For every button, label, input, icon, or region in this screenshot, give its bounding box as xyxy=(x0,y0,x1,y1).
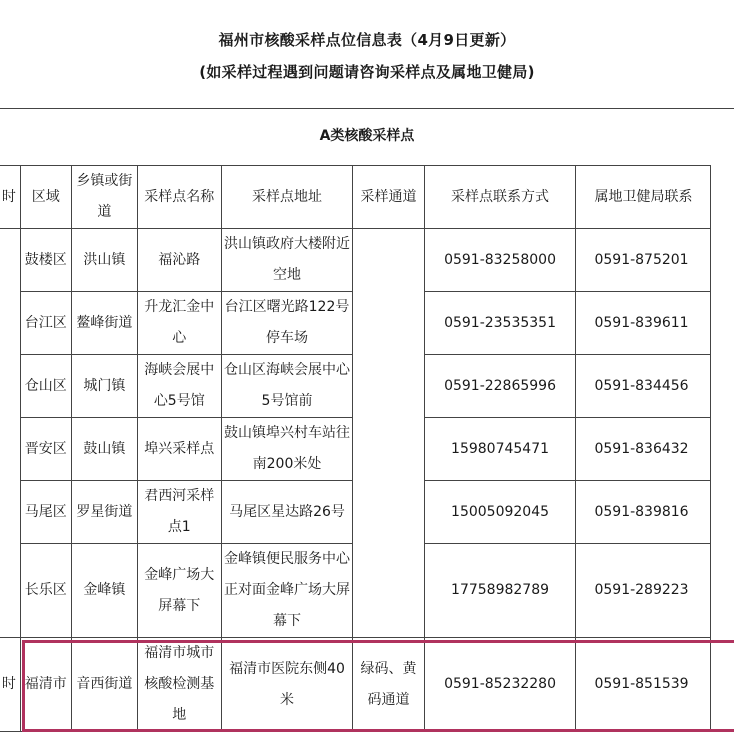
header-town: 乡镇或街道 xyxy=(71,166,137,229)
cell-town: 音西街道 xyxy=(71,638,137,732)
cell-site-name: 君西河采样点1 xyxy=(137,481,221,544)
cell-site-name: 福清市城市核酸检测基地 xyxy=(137,638,221,732)
cell-contact: 0591-83258000 xyxy=(424,229,576,292)
cell-bureau: 0591-839611 xyxy=(576,292,711,355)
table-row-highlighted xyxy=(0,638,711,732)
header-channel: 采样通道 xyxy=(353,166,424,229)
cell-town: 金峰镇 xyxy=(71,544,137,638)
cell-bureau: 0591-289223 xyxy=(576,544,711,638)
cell-cut: 时 xyxy=(0,638,20,732)
cell-bureau: 0591-851539 xyxy=(576,638,711,732)
cell-district: 鼓楼区 xyxy=(20,229,71,292)
cell-contact: 0591-22865996 xyxy=(424,355,576,418)
cell-site-address: 鼓山镇埠兴村车站往南200米处 xyxy=(221,418,353,481)
cell-channel: 绿码、黄码通道 xyxy=(353,638,424,732)
section-title: A类核酸采样点 xyxy=(319,128,415,144)
cut-cell xyxy=(0,229,20,638)
cell-site-address: 马尾区星达路26号 xyxy=(221,481,353,544)
page-title: 福州市核酸采样点位信息表（4月9日更新） xyxy=(218,31,516,49)
table-header-row xyxy=(0,166,711,229)
cell-site-address: 洪山镇政府大楼附近空地 xyxy=(221,229,353,292)
cell-bureau: 0591-834456 xyxy=(576,355,711,418)
cell-town: 鳌峰街道 xyxy=(71,292,137,355)
cell-contact: 17758982789 xyxy=(424,544,576,638)
cell-contact: 15980745471 xyxy=(424,418,576,481)
cell-site-name: 海峡会展中心5号馆 xyxy=(137,355,221,418)
cell-site-address: 仓山区海峡会展中心5号馆前 xyxy=(221,355,353,418)
title-block xyxy=(0,0,734,109)
cell-district: 台江区 xyxy=(20,292,71,355)
header-district: 区域 xyxy=(20,166,71,229)
cell-site-name: 福沁路 xyxy=(137,229,221,292)
cell-district: 马尾区 xyxy=(20,481,71,544)
page-subtitle: (如采样过程遇到问题请咨询采样点及属地卫健局) xyxy=(199,63,535,81)
cell-town: 罗星街道 xyxy=(71,481,137,544)
cell-site-name: 金峰广场大屏幕下 xyxy=(137,544,221,638)
table-row xyxy=(0,229,711,292)
cell-bureau: 0591-839816 xyxy=(576,481,711,544)
cell-bureau: 0591-875201 xyxy=(576,229,711,292)
cell-contact: 15005092045 xyxy=(424,481,576,544)
cell-district: 福清市 xyxy=(20,638,71,732)
cell-site-address: 福清市医院东侧40米 xyxy=(221,638,353,732)
cell-site-address: 台江区曙光路122号停车场 xyxy=(221,292,353,355)
header-cut: 时 xyxy=(0,166,20,229)
cell-district: 晋安区 xyxy=(20,418,71,481)
cell-town: 城门镇 xyxy=(71,355,137,418)
cell-site-name: 埠兴采样点 xyxy=(137,418,221,481)
cell-town: 鼓山镇 xyxy=(71,418,137,481)
cell-district: 仓山区 xyxy=(20,355,71,418)
header-contact: 采样点联系方式 xyxy=(424,166,576,229)
cell-contact: 0591-85232280 xyxy=(424,638,576,732)
header-site-address: 采样点地址 xyxy=(221,166,353,229)
cell-site-name: 升龙汇金中心 xyxy=(137,292,221,355)
cell-channel-empty xyxy=(353,229,424,638)
cell-town: 洪山镇 xyxy=(71,229,137,292)
header-site-name: 采样点名称 xyxy=(137,166,221,229)
cell-site-address: 金峰镇便民服务中心正对面金峰广场大屏幕下 xyxy=(221,544,353,638)
cell-bureau: 0591-836432 xyxy=(576,418,711,481)
header-bureau: 属地卫健局联系 xyxy=(576,166,711,229)
cell-district: 长乐区 xyxy=(20,544,71,638)
sampling-sites-table xyxy=(0,165,711,732)
cell-contact: 0591-23535351 xyxy=(424,292,576,355)
